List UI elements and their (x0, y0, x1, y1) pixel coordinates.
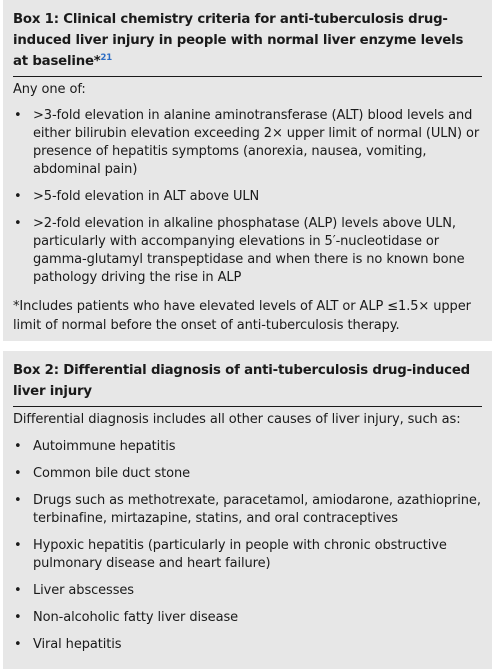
list-item (13, 582, 482, 600)
list-item (13, 609, 482, 627)
bullet-icon: • (14, 493, 22, 508)
list-item-text: Hypoxic hepatitis (particularly in people with chronic obstructive pulmonary disease and heart failure) (33, 538, 447, 571)
box-1-intro: Any one of: (13, 82, 86, 97)
list-item-text: Viral hepatitis (33, 637, 122, 652)
bullet-icon: • (14, 216, 22, 231)
list-item-text: Drugs such as methotrexate, paracetamol, amiodarone, azathioprine, terbinafine, mirtazapine, statins, and oral contraceptives (33, 493, 481, 526)
list-item (13, 438, 482, 456)
list-item-text: >2-fold elevation in alkaline phosphatase (ALP) levels above ULN, particularly with accompanying elevations in 5′-nucleotidase or gamma-glutamyl transpeptidase and when there is no known bone pathology driving the rise in ALP (33, 216, 465, 285)
list-item-text: >3-fold elevation in alanine aminotransferase (ALT) blood levels and either bilirubin elevation exceeding 2× upper limit of normal (ULN) or presence of hepatitis symptoms (anorexia, nausea, vomiting, abdominal pain) (33, 108, 480, 177)
box-1-criteria-list (13, 107, 482, 287)
list-item-text: >5-fold elevation in ALT above ULN (33, 189, 260, 204)
bullet-icon: • (14, 583, 22, 598)
box-1-clinical-criteria (3, 0, 492, 341)
list-item (13, 636, 482, 654)
list-item-text: Autoimmune hepatitis (33, 439, 176, 454)
bullet-icon: • (14, 189, 22, 204)
list-item-text: Liver abscesses (33, 583, 134, 598)
list-item (13, 188, 482, 206)
bullet-icon: • (14, 610, 22, 625)
list-item (13, 465, 482, 483)
list-item (13, 492, 482, 528)
bullet-icon: • (14, 466, 22, 481)
bullet-icon: • (14, 108, 22, 123)
list-item-text: Non-alcoholic fatty liver disease (33, 610, 239, 625)
box-2-differential-diagnosis (3, 351, 492, 669)
list-item (13, 107, 482, 179)
box-1-title-text: Box 1: Clinical chemistry criteria for anti-tuberculosis drug-induced liver injury in people with normal liver enzyme levels at baseline* (13, 12, 464, 69)
list-item (13, 537, 482, 573)
box-2-diagnosis-list (13, 438, 482, 654)
bullet-icon: • (14, 637, 22, 652)
reference-link[interactable]: 21 (100, 53, 112, 63)
bullet-icon: • (14, 439, 22, 454)
box-2-intro: Differential diagnosis includes all other causes of liver injury, such as: (13, 412, 461, 427)
box-1-footnote: *Includes patients who have elevated levels of ALT or ALP ≤1.5× upper limit of normal before the onset of anti-tuberculosis therapy. (13, 299, 471, 333)
list-item-text: Common bile duct stone (33, 466, 191, 481)
box-2-title: Box 2: Differential diagnosis of anti-tuberculosis drug-induced liver injury (13, 351, 482, 407)
box-1-title (13, 0, 482, 77)
list-item (13, 215, 482, 287)
bullet-icon: • (14, 538, 22, 553)
